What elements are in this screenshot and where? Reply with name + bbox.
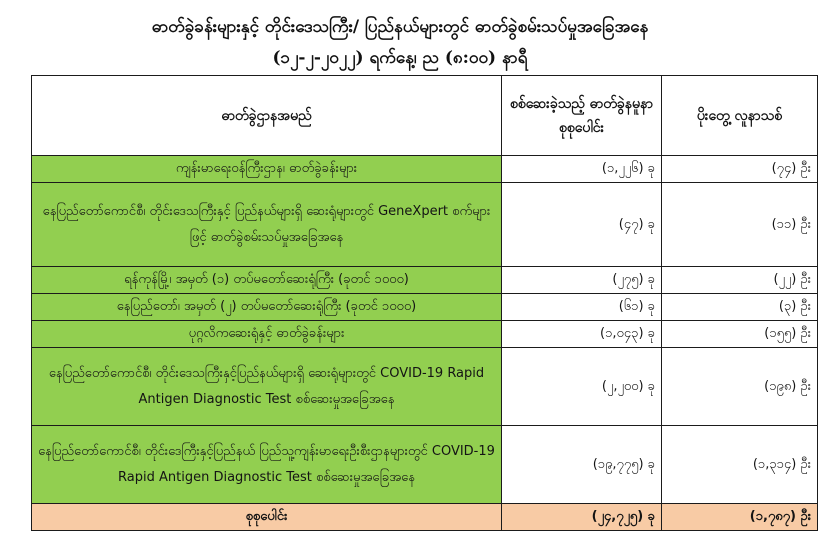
row-samples-tested: (၂,၂၀၀) ခု: [502, 348, 662, 426]
row-new-positive: (၁,၃၁၄) ဦး: [662, 426, 818, 504]
row-samples-tested: (၆၁) ခု: [502, 294, 662, 321]
table-row: [32, 294, 818, 321]
row-lab-name: ပုဂ္ဂလိကဆေးရုံနှင့် ဓာတ်ခွဲခန်းများ: [32, 321, 502, 348]
table-row: [32, 267, 818, 294]
total-samples-tested: (၂၄,၇၂၅) ခု: [502, 504, 662, 531]
table-row: [32, 321, 818, 348]
lab-testing-table: [31, 75, 818, 531]
row-new-positive: (၁၅၅) ဦး: [662, 321, 818, 348]
row-new-positive: (၁၁) ဦး: [662, 183, 818, 267]
row-samples-tested: (၁,၂၂၆) ခု: [502, 156, 662, 183]
row-new-positive: (၇၄) ဦး: [662, 156, 818, 183]
row-new-positive: (၁၉၈) ဦး: [662, 348, 818, 426]
row-new-positive: (၂၂) ဦး: [662, 267, 818, 294]
total-new-positive: (၁,၇၈၇) ဦး: [662, 504, 818, 531]
total-row: [32, 504, 818, 531]
row-samples-tested: (၂၇၅) ခု: [502, 267, 662, 294]
row-lab-name: ရန်ကုန်မြို့၊ အမှတ် (၁) တပ်မတော်ဆေးရုံကြီး (ခုတင် ၁၀၀၀): [32, 267, 502, 294]
total-label: စုစုပေါင်း: [32, 504, 502, 531]
table-row: [32, 183, 818, 267]
report-date: (၁၂-၂-၂၀၂၂) ရက်နေ့၊ ည (၈:၀၀) နာရီ: [272, 48, 528, 68]
row-samples-tested: (၁,၀၄၃) ခု: [502, 321, 662, 348]
row-samples-tested: (၄၇) ခု: [502, 183, 662, 267]
row-new-positive: (၃) ဦး: [662, 294, 818, 321]
header-new-positive: ပိုးတွေ့ လူနာသစ်: [662, 76, 818, 156]
row-samples-tested: (၁၉,၇၇၅) ခု: [502, 426, 662, 504]
table-row: [32, 348, 818, 426]
row-lab-name: နေပြည်တော်၊ အမှတ် (၂) တပ်မတော်ဆေးရုံကြီး (ခုတင် ၁၀၀၀): [32, 294, 502, 321]
row-lab-name: နေပြည်တော်ကောင်စီ၊ တိုင်းဒေကြီးနှင့်ပြည်နယ် ပြည်သူ့ကျန်းမာရေးဦးစီးဌာနများတွင် COVID-19 Rapid Antigen Diagnostic Test စစ်ဆေးမှုအခြေအနေ: [32, 426, 502, 504]
row-lab-name: နေပြည်တော်ကောင်စီ၊ တိုင်းဒေသကြီးနှင့်ပြည်နယ်များရှိ ဆေးရုံများတွင် COVID-19 Rapid Antigen Diagnostic Test စစ်ဆေးမှုအခြေအနေ: [32, 348, 502, 426]
table-row: [32, 156, 818, 183]
row-lab-name: ကျန်းမာရေးဝန်ကြီးဌာန၊ ဓာတ်ခွဲခန်းများ: [32, 156, 502, 183]
row-lab-name: နေပြည်တော်ကောင်စီ၊ တိုင်းဒေသကြီးနှင့် ပြည်နယ်များရှိ ဆေးရုံများတွင် GeneXpert စက်များဖြင့် ဓာတ်ခွဲစမ်းသပ်မှုအခြေအနေ: [32, 183, 502, 267]
table-header-row: [32, 76, 818, 156]
table-row: [32, 426, 818, 504]
header-samples-tested: စစ်ဆေးခဲ့သည့် ဓာတ်ခွဲနမူနာ စုစုပေါင်း: [502, 76, 662, 156]
report-title: ဓာတ်ခွဲခန်းများနှင့် တိုင်းဒေသကြီး/ ပြည်နယ်များတွင် ဓာတ်ခွဲစမ်းသပ်မှုအခြေအနေ: [151, 17, 649, 37]
header-lab-name: ဓာတ်ခွဲဌာနအမည်: [32, 76, 502, 156]
